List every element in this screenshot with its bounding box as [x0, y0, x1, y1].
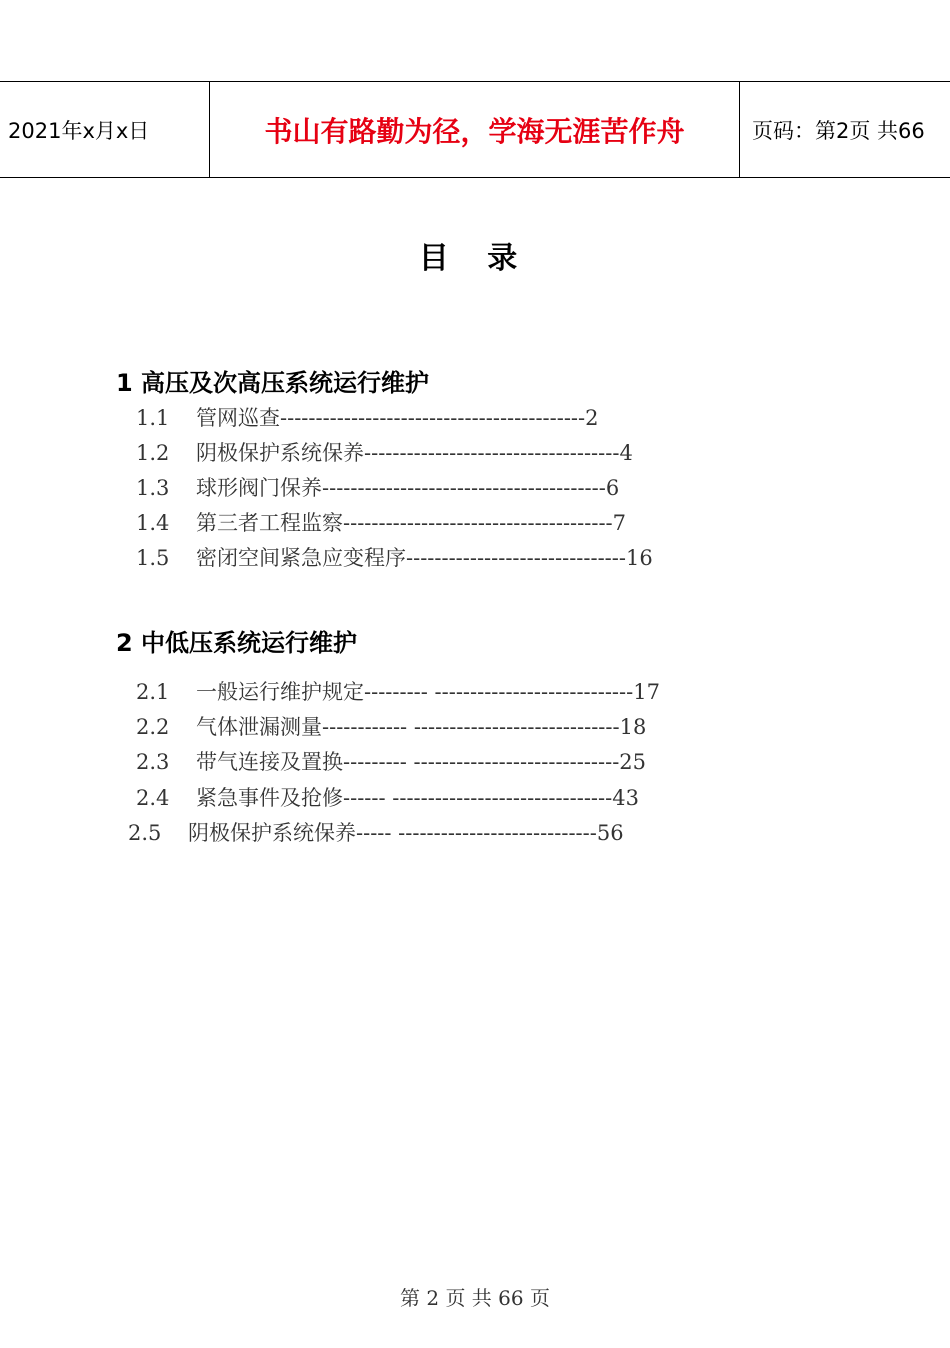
- toc-entry-number: 1.4: [136, 511, 170, 535]
- toc-entry[interactable]: [136, 402, 598, 432]
- toc-entry-number: 2.4: [136, 786, 170, 810]
- header-date: 2021年x月x日: [0, 82, 210, 177]
- toc-entry-text: 气体泄漏测量------------ -----------------------------18: [196, 715, 647, 739]
- section-heading-2: 2 中低压系统运行维护: [116, 629, 358, 657]
- toc-entry-number: 2.3: [136, 750, 170, 774]
- toc-entry-number: 2.2: [136, 715, 170, 739]
- toc-entry-text: 带气连接及置换--------- -----------------------------25: [196, 750, 647, 774]
- toc-entry[interactable]: [136, 782, 639, 812]
- toc-entry-text: 阴极保护系统保养------------------------------------4: [196, 441, 633, 465]
- toc-entry-text: 一般运行维护规定--------- ----------------------------17: [196, 680, 660, 704]
- toc-entry[interactable]: [136, 507, 626, 537]
- header-motto: 书山有路勤为径，学海无涯苦作舟: [210, 82, 740, 177]
- toc-entry[interactable]: [136, 542, 653, 572]
- toc-entry[interactable]: [136, 437, 633, 467]
- toc-entry-number: 2.5: [128, 821, 162, 845]
- toc-entry-number: 1.5: [136, 546, 170, 570]
- toc-entry[interactable]: [136, 472, 619, 502]
- toc-entry-number: 1.3: [136, 476, 170, 500]
- toc-entry[interactable]: [136, 746, 646, 776]
- toc-entry-number: 2.1: [136, 680, 170, 704]
- page-footer: 第 2 页 共 66 页: [400, 1286, 550, 1310]
- toc-entry-text: 管网巡查-------------------------------------------2: [196, 406, 599, 430]
- toc-entry-text: 密闭空间紧急应变程序-------------------------------16: [196, 546, 653, 570]
- toc-entry[interactable]: [128, 817, 624, 847]
- section-heading-1: 1 高压及次高压系统运行维护: [116, 369, 430, 397]
- page-header: [0, 81, 950, 178]
- header-page-info: 页码：第2页 共66: [752, 118, 925, 143]
- toc-entry-text: 紧急事件及抢修------ -------------------------------43: [196, 786, 639, 810]
- toc-title: 目 录: [418, 241, 532, 276]
- toc-entry-number: 1.2: [136, 441, 170, 465]
- toc-entry-text: 球形阀门保养----------------------------------------6: [196, 476, 620, 500]
- toc-entry-number: 1.1: [136, 406, 170, 430]
- toc-entry-text: 第三者工程监察--------------------------------------7: [196, 511, 626, 535]
- toc-entry-text: 阴极保护系统保养----- ----------------------------56: [188, 821, 624, 845]
- toc-entry[interactable]: [136, 711, 646, 741]
- toc-entry[interactable]: [136, 676, 660, 706]
